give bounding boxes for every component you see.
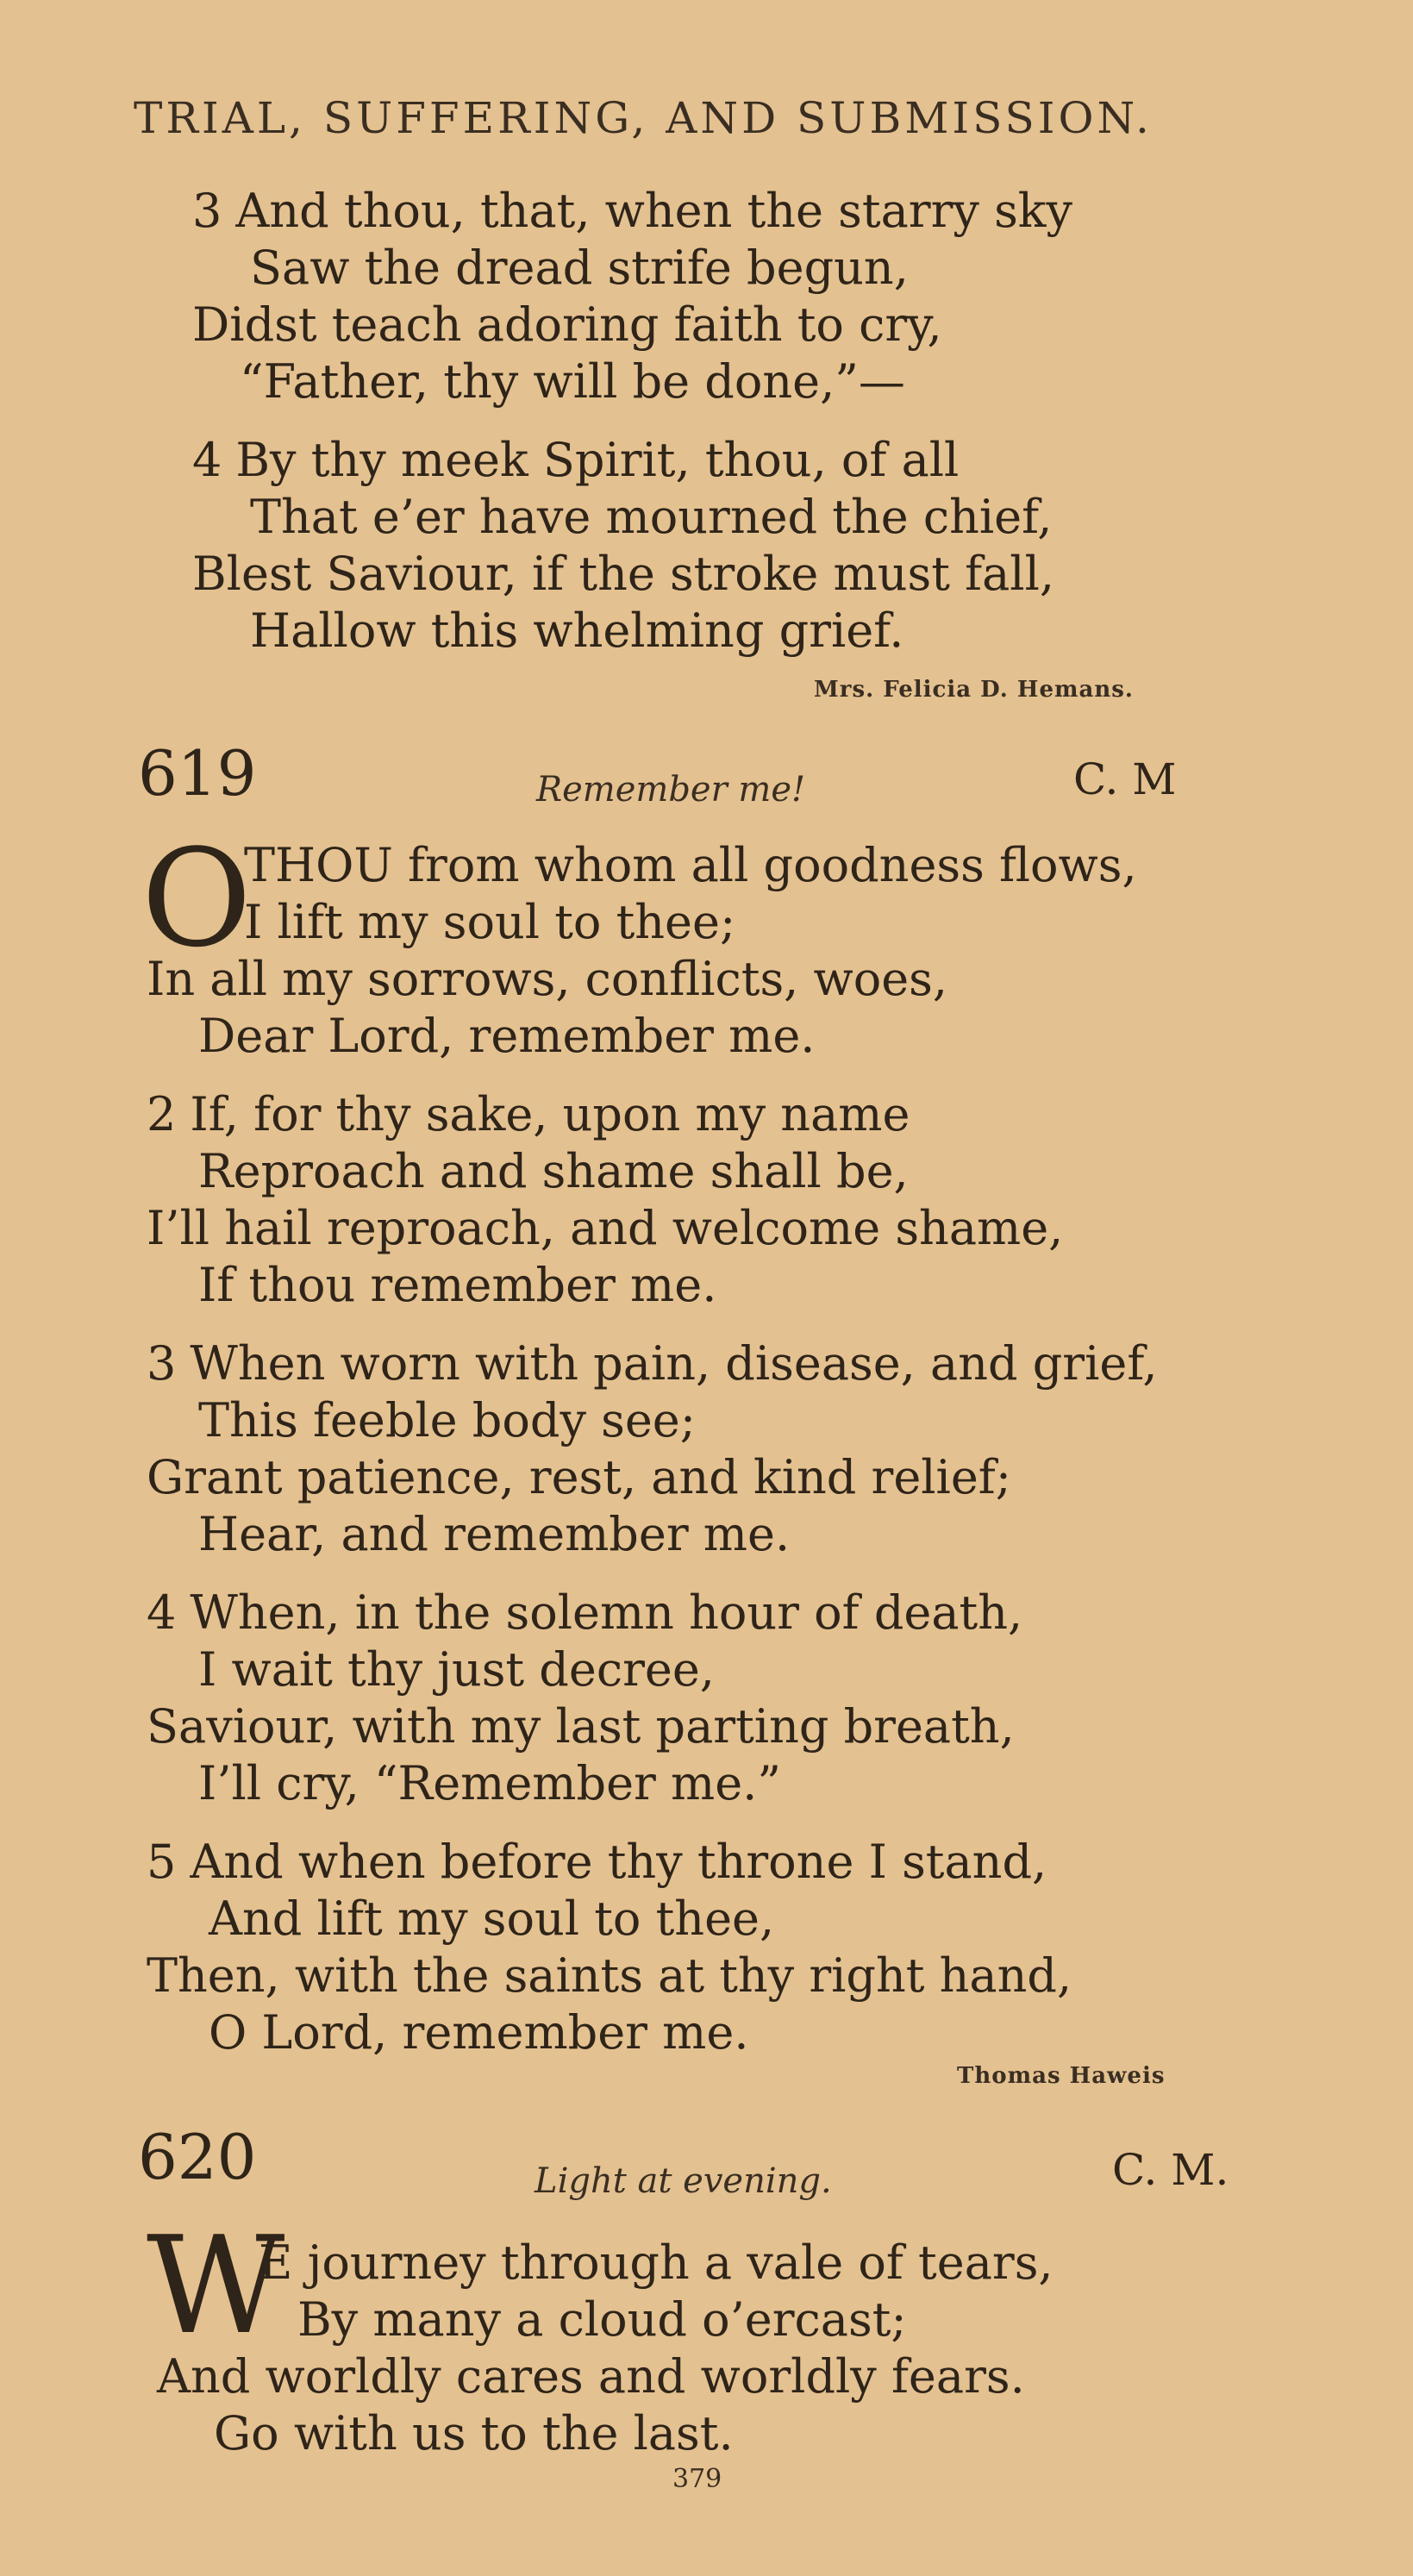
- verse-line: I’ll hail reproach, and welcome shame,: [147, 1201, 1064, 1255]
- hymn-meter: C. M: [1073, 754, 1177, 804]
- verse-line: And worldly cares and worldly fears.: [157, 2349, 1025, 2404]
- hymn-number: 619: [138, 737, 257, 810]
- verse-line: Grant patience, rest, and kind relief;: [147, 1450, 1011, 1504]
- hymn-title: Light at evening.: [535, 2161, 832, 2201]
- verse-line: Go with us to the last.: [214, 2406, 734, 2460]
- running-head: TRIAL, SUFFERING, AND SUBMISSION.: [134, 93, 1153, 143]
- verse-line: I’ll cry, “Remember me.”: [198, 1756, 781, 1810]
- verse-number: 4: [147, 1585, 177, 1640]
- verse-line: Saviour, with my last parting breath,: [147, 1699, 1015, 1754]
- verse-number: 3: [147, 1336, 177, 1391]
- verse-line: Then, with the saints at thy right hand,: [147, 1948, 1072, 2003]
- verse-line: Dear Lord, remember me.: [198, 1009, 816, 1063]
- verse-line: O Lord, remember me.: [209, 2005, 749, 2060]
- drop-cap: O: [141, 820, 252, 977]
- hymn-author: Mrs. Felicia D. Hemans.: [814, 677, 1134, 703]
- verse-first-line: 5 And when before thy throne I stand,: [147, 1835, 1047, 1889]
- verse-line: By many a cloud o’ercast;: [297, 2292, 907, 2347]
- verse-line: Didst teach adoring faith to cry,: [192, 297, 942, 352]
- page-number: 379: [672, 2464, 722, 2494]
- verse-first-line: 2 If, for thy sake, upon my name: [147, 1087, 910, 1141]
- verse-line: Hear, and remember me.: [198, 1507, 791, 1561]
- verse-line: “Father, thy will be done,”—: [240, 354, 905, 409]
- hymn-title: Remember me!: [536, 770, 806, 810]
- verse-number: 3: [192, 184, 222, 238]
- verse-first-line: 4 When, in the solemn hour of death,: [147, 1585, 1023, 1640]
- verse-number: 4: [192, 433, 222, 487]
- verse-line: Reproach and shame shall be,: [198, 1144, 909, 1198]
- verse-number: 2: [147, 1087, 177, 1141]
- verse-line: I wait thy just decree,: [198, 1642, 715, 1697]
- verse-line: That e’er have mourned the chief,: [250, 490, 1053, 544]
- verse-line: Blest Saviour, if the stroke must fall,: [192, 547, 1055, 601]
- verse-number: 5: [147, 1835, 177, 1889]
- verse-line: This feeble body see;: [198, 1393, 696, 1447]
- verse-line: THOU from whom all goodness flows,: [244, 838, 1137, 892]
- verse-line: If thou remember me.: [198, 1258, 717, 1312]
- verse-first-line: 3 When worn with pain, disease, and grief,: [147, 1336, 1158, 1391]
- verse-line: In all my sorrows, conflicts, woes,: [147, 952, 948, 1006]
- verse-line: E journey through a vale of tears,: [259, 2235, 1053, 2290]
- verse-line: And lift my soul to thee,: [209, 1891, 775, 1946]
- verse-line: I lift my soul to thee;: [244, 895, 736, 949]
- verse-line: Hallow this whelming grief.: [250, 603, 904, 658]
- hymn-number: 620: [138, 2121, 257, 2193]
- verse-first-line: 3 And thou, that, when the starry sky: [192, 184, 1073, 238]
- hymn-meter: C. M.: [1112, 2145, 1229, 2195]
- verse-first-line: 4 By thy meek Spirit, thou, of all: [192, 433, 960, 487]
- verse-line: Saw the dread strife begun,: [250, 241, 909, 295]
- hymn-author: Thomas Haweis: [957, 2063, 1166, 2089]
- drop-cap: W: [147, 2207, 285, 2364]
